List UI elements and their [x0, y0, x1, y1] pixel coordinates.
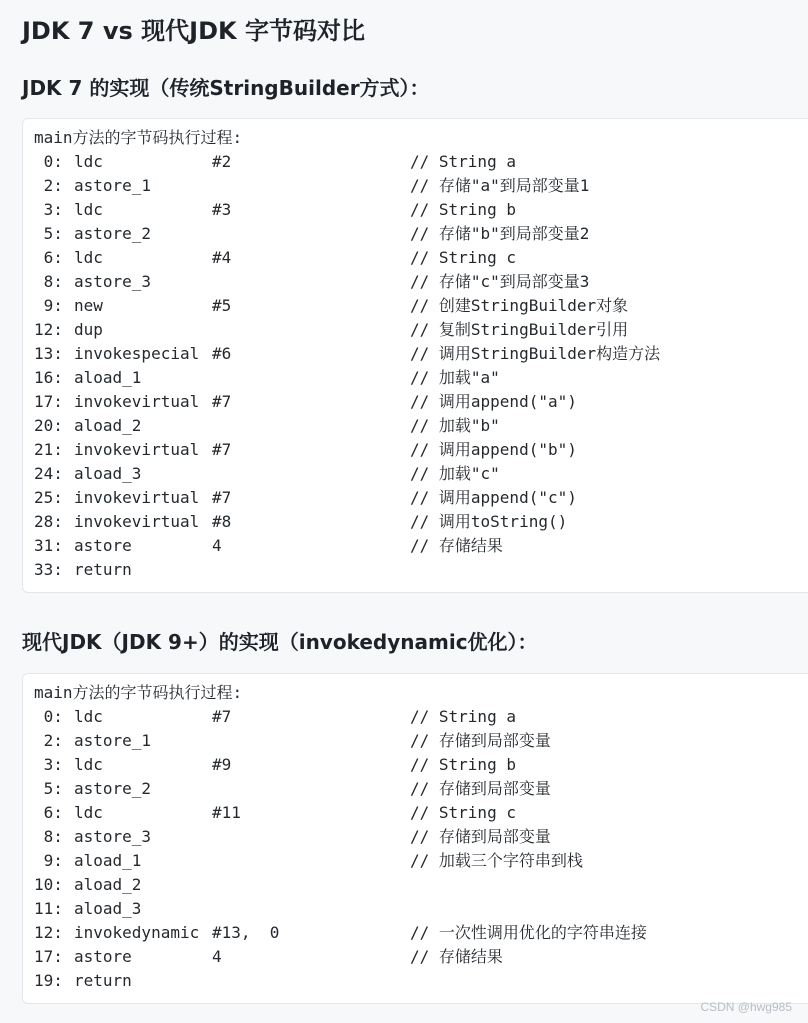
bytecode-offset: 25: — [34, 488, 63, 507]
operand: 4 — [212, 536, 222, 555]
bytecode-offset: 19: — [34, 971, 63, 990]
bytecode-offset: 9: — [34, 296, 63, 315]
bytecode-offset: 16: — [34, 368, 63, 387]
code-comment: // 加载"c" — [410, 464, 500, 483]
opcode: new — [74, 296, 103, 315]
code-comment: // 存储"a"到局部变量1 — [410, 176, 590, 195]
code-comment: // 加载三个字符串到栈 — [410, 851, 583, 870]
code-lines — [34, 150, 808, 582]
code-comment: // String a — [410, 707, 516, 726]
code-comment: // 存储"b"到局部变量2 — [410, 224, 590, 243]
bytecode-offset: 33: — [34, 560, 63, 579]
code-comment: // 调用append("c") — [410, 488, 577, 507]
code-line — [34, 705, 808, 729]
code-line — [34, 174, 808, 198]
opcode: invokevirtual — [74, 392, 200, 411]
opcode: aload_1 — [74, 368, 142, 387]
code-comment: // 调用append("b") — [410, 440, 577, 459]
code-comment: // 存储结果 — [410, 536, 503, 555]
bytecode-offset: 8: — [34, 827, 63, 846]
operand: #6 — [212, 344, 232, 363]
code-comment: // 创建StringBuilder对象 — [410, 296, 629, 315]
bytecode-offset: 28: — [34, 512, 63, 531]
bytecode-offset: 8: — [34, 272, 63, 291]
code-comment: // String c — [410, 248, 516, 267]
opcode: aload_3 — [74, 464, 142, 483]
code-line — [34, 969, 808, 993]
bytecode-offset: 20: — [34, 416, 63, 435]
code-block-modern-jdk[interactable] — [22, 673, 808, 1004]
code-comment: // 调用append("a") — [410, 392, 577, 411]
code-line — [34, 366, 808, 390]
opcode: ldc — [74, 755, 103, 774]
code-comment: // 调用StringBuilder构造方法 — [410, 344, 661, 363]
code-line — [34, 801, 808, 825]
bytecode-offset: 5: — [34, 224, 63, 243]
code-line — [34, 849, 808, 873]
bytecode-offset: 6: — [34, 803, 63, 822]
opcode: ldc — [74, 803, 103, 822]
opcode: invokespecial — [74, 344, 200, 363]
operand: #7 — [212, 392, 232, 411]
bytecode-offset: 24: — [34, 464, 63, 483]
code-line — [34, 558, 808, 582]
code-line — [34, 921, 808, 945]
code-comment: // 加载"a" — [410, 368, 500, 387]
code-comment: // String b — [410, 200, 516, 219]
bytecode-offset: 3: — [34, 200, 63, 219]
opcode: ldc — [74, 248, 103, 267]
code-line — [34, 462, 808, 486]
code-line — [34, 945, 808, 969]
opcode: invokevirtual — [74, 488, 200, 507]
operand: #9 — [212, 755, 232, 774]
operand: #3 — [212, 200, 232, 219]
opcode: astore — [74, 947, 132, 966]
bytecode-offset: 5: — [34, 779, 63, 798]
section-heading-modern-jdk: 现代JDK（JDK 9+）的实现（invokedynamic优化）： — [22, 630, 538, 654]
code-comment: // 加载"b" — [410, 416, 500, 435]
code-comment: // String a — [410, 152, 516, 171]
opcode: return — [74, 971, 132, 990]
code-line — [34, 873, 808, 897]
opcode: invokevirtual — [74, 440, 200, 459]
opcode: ldc — [74, 152, 103, 171]
code-line — [34, 534, 808, 558]
bytecode-offset: 12: — [34, 923, 63, 942]
opcode: aload_3 — [74, 899, 142, 918]
code-line — [34, 294, 808, 318]
bytecode-offset: 10: — [34, 875, 63, 894]
bytecode-offset: 0: — [34, 152, 63, 171]
operand: #7 — [212, 488, 232, 507]
code-line — [34, 486, 808, 510]
operand: #11 — [212, 803, 241, 822]
code-comment: // String b — [410, 755, 516, 774]
opcode: return — [74, 560, 132, 579]
bytecode-offset: 9: — [34, 851, 63, 870]
watermark: CSDN @hwg985 — [700, 1000, 792, 1014]
operand: #8 — [212, 512, 232, 531]
code-line — [34, 825, 808, 849]
operand: #5 — [212, 296, 232, 315]
code-line — [34, 897, 808, 921]
code-comment: // 一次性调用优化的字符串连接 — [410, 923, 647, 942]
code-comment: // 存储到局部变量 — [410, 827, 551, 846]
opcode: astore_2 — [74, 779, 152, 798]
code-line — [34, 414, 808, 438]
opcode: invokedynamic — [74, 923, 200, 942]
code-comment: // 复制StringBuilder引用 — [410, 320, 629, 339]
code-header: main方法的字节码执行过程: — [34, 128, 243, 147]
code-block-jdk7[interactable] — [22, 118, 808, 593]
code-line — [34, 222, 808, 246]
code-line — [34, 777, 808, 801]
code-comment: // 调用toString() — [410, 512, 568, 531]
bytecode-offset: 0: — [34, 707, 63, 726]
opcode: astore_2 — [74, 224, 152, 243]
opcode: astore_1 — [74, 176, 152, 195]
bytecode-offset: 13: — [34, 344, 63, 363]
section-heading-jdk7: JDK 7 的实现（传统StringBuilder方式）： — [22, 76, 430, 100]
opcode: aload_1 — [74, 851, 142, 870]
code-line — [34, 729, 808, 753]
operand: #7 — [212, 440, 232, 459]
opcode: invokevirtual — [74, 512, 200, 531]
code-line — [34, 438, 808, 462]
page-title: JDK 7 vs 现代JDK 字节码对比 — [22, 17, 365, 45]
code-line — [34, 150, 808, 174]
opcode: astore — [74, 536, 132, 555]
bytecode-offset: 12: — [34, 320, 63, 339]
bytecode-offset: 6: — [34, 248, 63, 267]
operand: #13, 0 — [212, 923, 280, 942]
code-header: main方法的字节码执行过程: — [34, 683, 243, 702]
bytecode-offset: 11: — [34, 899, 63, 918]
code-line — [34, 510, 808, 534]
code-line — [34, 753, 808, 777]
bytecode-offset: 31: — [34, 536, 63, 555]
opcode: astore_3 — [74, 272, 152, 291]
code-comment: // 存储结果 — [410, 947, 503, 966]
code-comment: // String c — [410, 803, 516, 822]
code-comment: // 存储到局部变量 — [410, 731, 551, 750]
code-line — [34, 246, 808, 270]
bytecode-offset: 21: — [34, 440, 63, 459]
operand: 4 — [212, 947, 222, 966]
bytecode-offset: 2: — [34, 176, 63, 195]
code-line — [34, 342, 808, 366]
operand: #7 — [212, 707, 232, 726]
code-line — [34, 198, 808, 222]
opcode: astore_3 — [74, 827, 152, 846]
bytecode-offset: 17: — [34, 947, 63, 966]
code-line — [34, 318, 808, 342]
operand: #4 — [212, 248, 232, 267]
code-lines — [34, 705, 808, 993]
operand: #2 — [212, 152, 232, 171]
opcode: aload_2 — [74, 875, 142, 894]
bytecode-offset: 3: — [34, 755, 63, 774]
opcode: astore_1 — [74, 731, 152, 750]
code-line — [34, 390, 808, 414]
opcode: aload_2 — [74, 416, 142, 435]
bytecode-offset: 17: — [34, 392, 63, 411]
code-comment: // 存储"c"到局部变量3 — [410, 272, 590, 291]
opcode: dup — [74, 320, 103, 339]
opcode: ldc — [74, 707, 103, 726]
bytecode-offset: 2: — [34, 731, 63, 750]
opcode: ldc — [74, 200, 103, 219]
code-line — [34, 270, 808, 294]
code-comment: // 存储到局部变量 — [410, 779, 551, 798]
